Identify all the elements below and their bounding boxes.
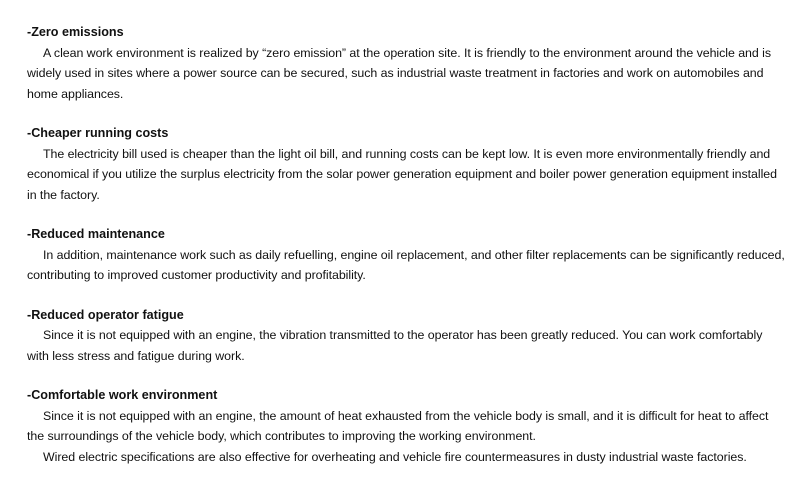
section-paragraph: Since it is not equipped with an engine, the vibration transmitted to the operator has been greatly reduced. You can work comfortably with less stress and fatigue during work. — [27, 328, 763, 363]
section-paragraph: Since it is not equipped with an engine, the amount of heat exhausted from the vehicle body is small, and it is difficult for heat to affect the surroundings of the vehicle body, which contributes to improving the working environment. — [27, 408, 769, 443]
section-comfortable-work-environment — [27, 385, 787, 467]
section-cheaper-running-costs — [27, 123, 787, 205]
section-reduced-maintenance — [27, 224, 787, 286]
section-paragraph: The electricity bill used is cheaper than the light oil bill, and running costs can be kept low. It is even more environmentally friendly and economical if you utilize the surplus electricity from the solar power generation equipment and boiler power generation equipment installed in the factory. — [27, 146, 777, 202]
document-body — [27, 22, 787, 486]
section-heading: -Reduced maintenance — [27, 227, 165, 241]
section-zero-emissions — [27, 22, 787, 104]
section-heading: -Cheaper running costs — [27, 126, 169, 140]
section-heading: -Comfortable work environment — [27, 388, 218, 402]
section-heading: -Reduced operator fatigue — [27, 307, 184, 322]
section-reduced-operator-fatigue — [27, 305, 787, 367]
section-heading: -Zero emissions — [27, 25, 124, 39]
section-paragraph: Wired electric specifications are also effective for overheating and vehicle fire countermeasures in dusty industrial waste factories. — [43, 449, 747, 464]
section-paragraph: In addition, maintenance work such as daily refuelling, engine oil replacement, and other filter replacements can be significantly reduced, contributing to improved customer productivity and profitability. — [27, 247, 785, 282]
section-paragraph: A clean work environment is realized by “zero emission” at the operation site. It is friendly to the environment around the vehicle and is widely used in sites where a power source can be secured, such as industrial waste treatment in factories and work on automobiles and home appliances. — [27, 45, 771, 101]
